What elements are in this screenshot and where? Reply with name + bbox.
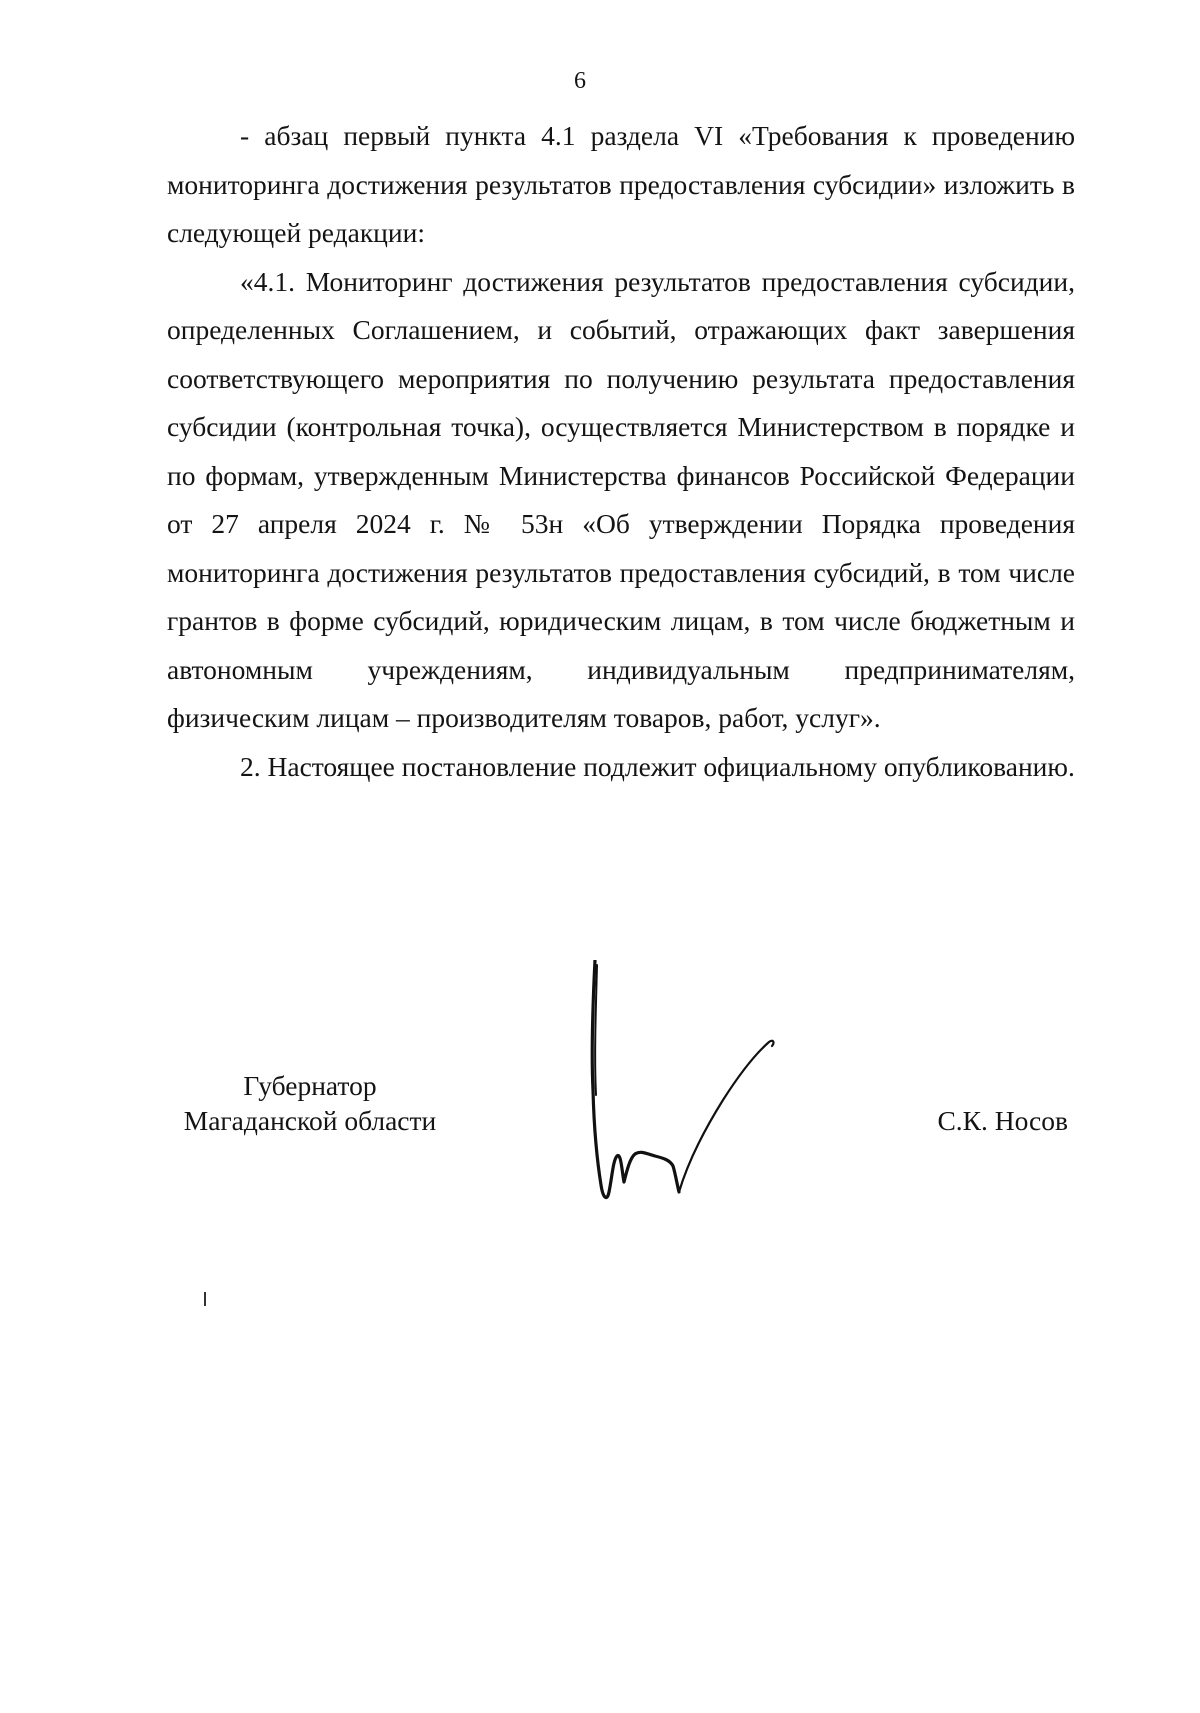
scan-speck [204,1292,206,1306]
signatory-title-line1: Губернатор [243,1070,377,1101]
paragraph-publication: 2. Настоящее постановление подлежит официальному опубликованию. [240,750,1075,782]
paragraph-monitoring-clause: «4.1. Мониторинг достижения результатов предоставления субсидии, определенных Соглашением, и событий, отражающих факт завершения соответствующего мероприятия по получению результата предоставления субсидии (контрольная точка), осуществляется Министерством в порядке и по формам, утвержденным Министерства финансов Российской Федерации от 27 апреля 2024 г. № 53н «Об утверждении Порядка проведения мониторинга достижения результатов предоставления субсидий, в том числе грантов в форме субсидий, юридическим лицам, в том числе бюджетным и автономным учреждениям, индивидуальным предпринимателям, физическим лицам – производителям товаров, работ, услуг». [167,265,1075,733]
signatory-name: С.К. Носов [937,1105,1068,1136]
paragraph-amendment-intro: - абзац первый пункта 4.1 раздела VI «Требования к проведению мониторинга достижения результатов предоставления субсидии» изложить в следующей редакции: [167,120,1075,248]
document-body [167,112,1075,791]
signatory-title [160,1068,460,1138]
handwritten-signature [575,960,835,1220]
page-number: 6 [574,68,586,94]
signatory-title-line2: Магаданской области [183,1105,437,1136]
